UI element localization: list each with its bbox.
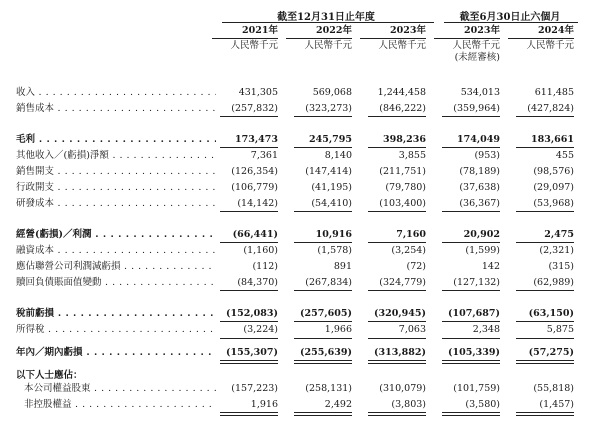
single-underline <box>516 290 574 291</box>
table-row <box>0 102 597 115</box>
single-underline <box>368 242 426 243</box>
single-underline <box>368 116 426 117</box>
single-underline <box>442 116 500 117</box>
row-label: 本公司權益股東 . . . <box>24 382 216 395</box>
table-row <box>0 149 597 162</box>
row-value: (37,638) <box>459 182 500 193</box>
row-value: (315) <box>548 261 574 272</box>
table-row <box>0 197 597 210</box>
row-value: (2,321) <box>539 245 574 256</box>
single-underline <box>368 321 426 322</box>
column-unit: 人民幣千元 <box>230 40 278 51</box>
column-header <box>286 25 352 52</box>
row-value: (72) <box>406 261 426 272</box>
row-value: 398,236 <box>383 134 426 145</box>
row-label: 經營(虧損)／利潤 . . . <box>16 228 216 241</box>
single-underline <box>368 211 426 212</box>
row-label: 其他收入／(虧損)淨額 . . . <box>16 149 216 162</box>
row-value: 10,916 <box>315 229 352 240</box>
row-label: 收入 . . . <box>16 86 216 99</box>
row-value: (953) <box>474 150 500 161</box>
row-label: 所得稅 . . . <box>16 323 216 336</box>
row-value: (359,964) <box>453 103 500 114</box>
single-underline <box>294 211 352 212</box>
row-value: (313,882) <box>374 347 426 358</box>
row-value: (79,780) <box>385 182 426 193</box>
table-row <box>0 244 597 257</box>
single-underline <box>442 338 500 339</box>
row-label: 研發成本 . . . <box>16 197 216 210</box>
row-value: (1,578) <box>317 245 352 256</box>
row-label: 贖回負債賬面值變動 . . . <box>16 276 216 289</box>
column-header <box>212 25 278 52</box>
row-value: (257,832) <box>231 103 278 114</box>
row-value: 7,063 <box>398 324 426 335</box>
row-value: (157,223) <box>231 383 278 394</box>
row-label: 銷售成本 . . . <box>16 102 216 115</box>
single-underline <box>220 116 278 117</box>
row-value: 569,068 <box>312 87 352 98</box>
row-value: (3,224) <box>243 324 278 335</box>
single-underline <box>516 321 574 322</box>
row-value: 2,492 <box>324 399 352 410</box>
double-underline <box>368 412 426 416</box>
row-value: 534,013 <box>460 87 500 98</box>
table-row <box>0 382 597 395</box>
single-underline <box>220 147 278 148</box>
column-unit: 人民幣千元 <box>304 40 352 51</box>
row-value: (107,687) <box>448 308 500 319</box>
row-value: (147,414) <box>305 166 352 177</box>
single-underline <box>294 321 352 322</box>
row-value: 455 <box>555 150 574 161</box>
table-row <box>0 369 597 382</box>
row-value: (55,818) <box>533 383 574 394</box>
column-year: 2024年 <box>508 25 574 39</box>
single-underline <box>516 116 574 117</box>
row-value: (258,131) <box>305 383 352 394</box>
column-header <box>360 25 426 52</box>
single-underline <box>442 321 500 322</box>
row-value: (57,275) <box>528 347 574 358</box>
table-row <box>0 276 597 289</box>
group-header-six-months: 截至6月30日止六個月 <box>459 12 561 23</box>
table-row <box>0 86 597 99</box>
row-value: (324,779) <box>379 277 426 288</box>
double-underline <box>294 360 352 364</box>
single-underline <box>442 290 500 291</box>
row-value: (66,441) <box>232 229 278 240</box>
row-value: (84,370) <box>237 277 278 288</box>
row-value: (3,803) <box>391 399 426 410</box>
row-value: (53,968) <box>533 198 574 209</box>
table-row <box>0 323 597 336</box>
row-value: (310,079) <box>379 383 426 394</box>
row-label: 以下人士應佔： <box>16 370 83 381</box>
row-value: 173,473 <box>235 134 278 145</box>
row-value: (105,339) <box>448 347 500 358</box>
row-value: (846,222) <box>379 103 426 114</box>
single-underline <box>368 338 426 339</box>
row-value: (3,580) <box>465 399 500 410</box>
row-value: (267,834) <box>305 277 352 288</box>
row-label: 銷售開支 . . . <box>16 165 216 178</box>
table-row <box>0 398 597 411</box>
single-underline <box>220 211 278 212</box>
row-value: (36,367) <box>459 198 500 209</box>
double-underline <box>516 360 574 364</box>
table-row <box>0 307 597 320</box>
single-underline <box>516 242 574 243</box>
row-value: (62,989) <box>533 277 574 288</box>
row-value: 7,361 <box>250 150 278 161</box>
row-value: (1,457) <box>539 399 574 410</box>
column-header <box>508 25 574 52</box>
single-underline <box>220 338 278 339</box>
row-value: (1,599) <box>465 245 500 256</box>
single-underline <box>516 338 574 339</box>
row-value: (127,132) <box>453 277 500 288</box>
table-row <box>0 165 597 178</box>
row-value: 7,160 <box>396 229 426 240</box>
double-underline <box>294 412 352 416</box>
row-value: 1,966 <box>324 324 352 335</box>
table-row <box>0 181 597 194</box>
row-value: (29,097) <box>533 182 574 193</box>
row-value: (427,824) <box>527 103 574 114</box>
double-underline <box>442 360 500 364</box>
single-underline <box>294 116 352 117</box>
row-value: 2,475 <box>544 229 574 240</box>
column-note: (未經審核) <box>454 52 500 63</box>
column-year: 2021年 <box>212 25 278 39</box>
row-value: (155,307) <box>226 347 278 358</box>
row-value: (101,759) <box>453 383 500 394</box>
row-value: (41,195) <box>311 182 352 193</box>
row-value: 611,485 <box>534 87 574 98</box>
row-value: (320,945) <box>374 308 426 319</box>
single-underline <box>368 290 426 291</box>
row-value: 20,902 <box>463 229 500 240</box>
table-row <box>0 260 597 273</box>
table-row <box>0 346 597 359</box>
row-value: (63,150) <box>528 308 574 319</box>
group-header-rule <box>222 22 434 23</box>
row-label: 毛利 . . . <box>16 133 216 146</box>
row-value: 2,348 <box>472 324 500 335</box>
row-value: 3,855 <box>398 150 426 161</box>
row-label: 融資成本 . . . <box>16 244 216 257</box>
row-value: 8,140 <box>324 150 352 161</box>
single-underline <box>516 147 574 148</box>
single-underline <box>294 290 352 291</box>
row-label: 稅前虧損 . . . <box>16 307 216 320</box>
column-year: 2023年 <box>360 25 426 39</box>
column-year: 2022年 <box>286 25 352 39</box>
row-label: 行政開支 . . . <box>16 181 216 194</box>
double-underline <box>442 412 500 416</box>
single-underline <box>220 321 278 322</box>
column-header <box>434 25 500 64</box>
column-unit: 人民幣千元 <box>526 40 574 51</box>
group-header-fiscal-year: 截至12月31日止年度 <box>277 12 375 23</box>
single-underline <box>442 147 500 148</box>
single-underline <box>368 147 426 148</box>
single-underline <box>516 211 574 212</box>
double-underline <box>220 412 278 416</box>
single-underline <box>220 242 278 243</box>
row-value: (3,254) <box>391 245 426 256</box>
row-value: (106,779) <box>231 182 278 193</box>
single-underline <box>294 242 352 243</box>
row-value: (323,273) <box>305 103 352 114</box>
double-underline <box>516 412 574 416</box>
row-value: (14,142) <box>237 198 278 209</box>
single-underline <box>294 147 352 148</box>
row-value: (78,189) <box>459 166 500 177</box>
row-value: (103,400) <box>379 198 426 209</box>
column-year: 2023年 <box>434 25 500 39</box>
row-label: 應佔聯營公司利潤減虧損 . . . <box>16 260 216 273</box>
single-underline <box>442 211 500 212</box>
row-value: (1,160) <box>243 245 278 256</box>
row-label: 年內／期內虧損 . . . <box>16 346 216 359</box>
row-value: 891 <box>333 261 352 272</box>
row-value: 174,049 <box>457 134 500 145</box>
row-value: (211,751) <box>379 166 426 177</box>
column-unit: 人民幣千元 <box>378 40 426 51</box>
row-value: (152,083) <box>226 308 278 319</box>
row-label: 非控股權益 . . . <box>24 398 216 411</box>
group-header-rule <box>444 22 578 23</box>
row-value: (255,639) <box>300 347 352 358</box>
double-underline <box>368 360 426 364</box>
table-row <box>0 133 597 146</box>
row-value: 5,875 <box>546 324 574 335</box>
row-value: 245,795 <box>309 134 352 145</box>
single-underline <box>220 290 278 291</box>
double-underline <box>220 360 278 364</box>
row-value: 1,244,458 <box>377 87 426 98</box>
single-underline <box>442 242 500 243</box>
row-value: 183,661 <box>531 134 574 145</box>
column-unit: 人民幣千元 <box>452 40 500 51</box>
single-underline <box>294 338 352 339</box>
row-value: 431,305 <box>238 87 278 98</box>
row-value: 1,916 <box>250 399 278 410</box>
row-value: (54,410) <box>311 198 352 209</box>
row-value: (126,354) <box>231 166 278 177</box>
row-value: 142 <box>481 261 500 272</box>
table-row <box>0 228 597 241</box>
row-value: (257,605) <box>300 308 352 319</box>
row-value: (112) <box>252 261 278 272</box>
row-value: (98,576) <box>533 166 574 177</box>
